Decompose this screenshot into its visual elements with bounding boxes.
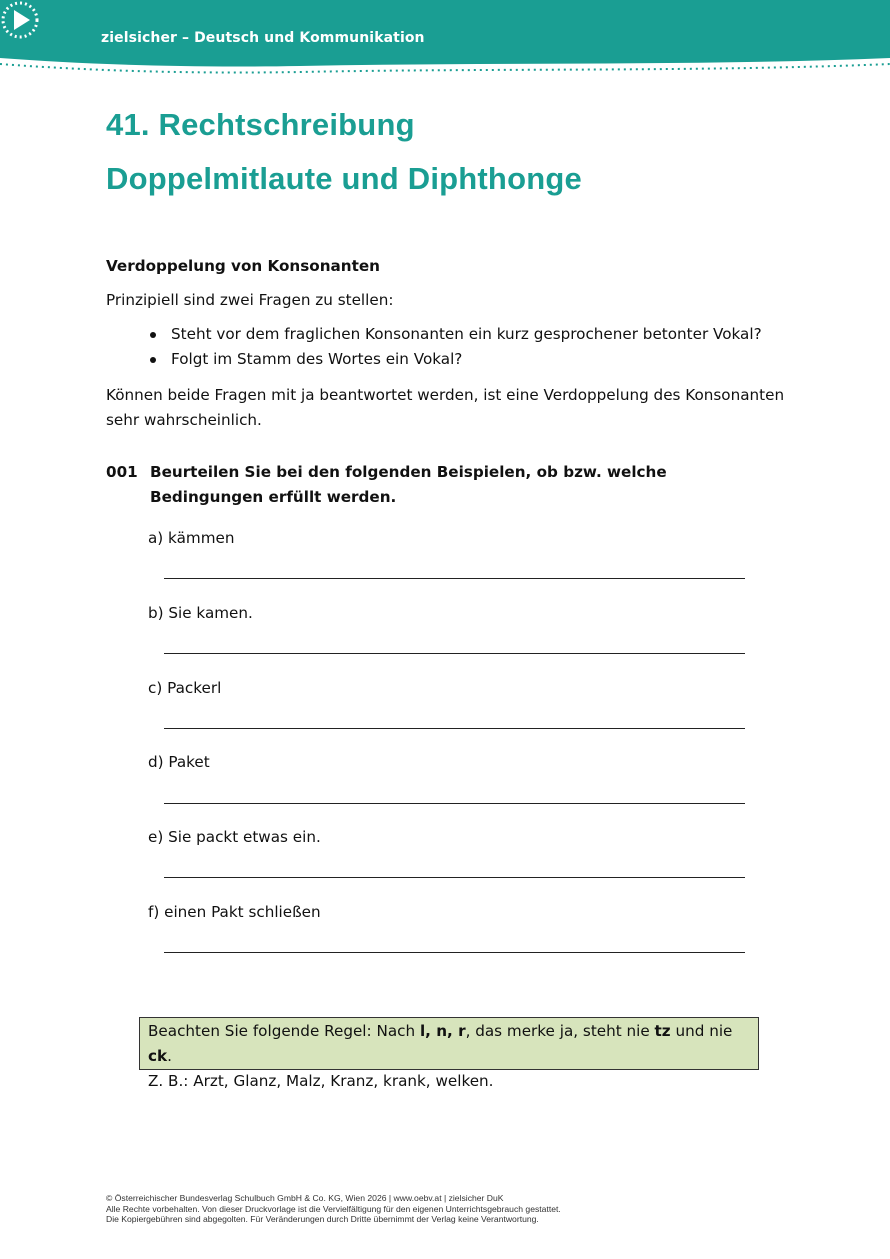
header-banner: [0, 0, 890, 80]
rule-text: Beachten Sie folgende Regel: Nach l, n, r, das merke ja, steht nie tz und nie ck.: [148, 1022, 733, 1065]
answer-line-d[interactable]: [164, 803, 745, 804]
intro-text: Prinzipiell sind zwei Fragen zu stellen:: [106, 291, 394, 309]
task-item-d: d) Paket: [148, 753, 210, 771]
copyright-footer: [106, 1193, 561, 1225]
task-item-b: b) Sie kamen.: [148, 604, 253, 622]
rule-example: Z. B.: Arzt, Glanz, Malz, Kranz, krank, welken.: [148, 1072, 494, 1090]
question-list: [106, 322, 786, 372]
bullet-icon: [150, 357, 156, 363]
page-title: 41. Rechtschreibung: [106, 107, 415, 142]
answer-line-f[interactable]: [164, 952, 745, 953]
task-number: 001: [106, 463, 138, 481]
task-item-a: a) kämmen: [148, 529, 235, 547]
answer-line-e[interactable]: [164, 877, 745, 878]
list-item: Steht vor dem fraglichen Konsonanten ein kurz gesprochener betonter Vokal?: [106, 322, 786, 347]
bullet-icon: [150, 332, 156, 338]
footer-line-1: © Österreichischer Bundesverlag Schulbuch GmbH & Co. KG, Wien 2026 | www.oebv.at | zielsicher DuK: [106, 1193, 504, 1203]
page-subtitle: Doppelmitlaute und Diphthonge: [106, 161, 582, 196]
answer-line-a[interactable]: [164, 578, 745, 579]
brand-name: zielsicher – Deutsch und Kommunikation: [101, 30, 425, 46]
rule-box: [139, 1017, 759, 1090]
play-logo-icon: [0, 0, 40, 40]
task-instruction: Beurteilen Sie bei den folgenden Beispielen, ob bzw. welche Bedingungen erfüllt werden.: [150, 463, 667, 506]
task-item-e: e) Sie packt etwas ein.: [148, 828, 321, 846]
task-item-c: c) Packerl: [148, 679, 222, 697]
section-heading: Verdoppelung von Konsonanten: [106, 257, 380, 275]
conclusion-text: Können beide Fragen mit ja beantwortet werden, ist eine Verdoppelung des Konsonanten sehr wahrscheinlich.: [106, 386, 785, 429]
answer-line-c[interactable]: [164, 728, 745, 729]
list-item: Folgt im Stamm des Wortes ein Vokal?: [106, 347, 786, 372]
answer-line-b[interactable]: [164, 653, 745, 654]
task-item-f: f) einen Pakt schließen: [148, 903, 321, 921]
footer-line-3: Die Kopiergebühren sind abgegolten. Für Veränderungen durch Dritte übernimmt der Verlag keine Verantwortung.: [106, 1214, 539, 1225]
footer-line-2: Alle Rechte vorbehalten. Von dieser Druckvorlage ist die Vervielfältigung für den eigenen Unterrichtsgebrauch gestattet.: [106, 1203, 561, 1214]
